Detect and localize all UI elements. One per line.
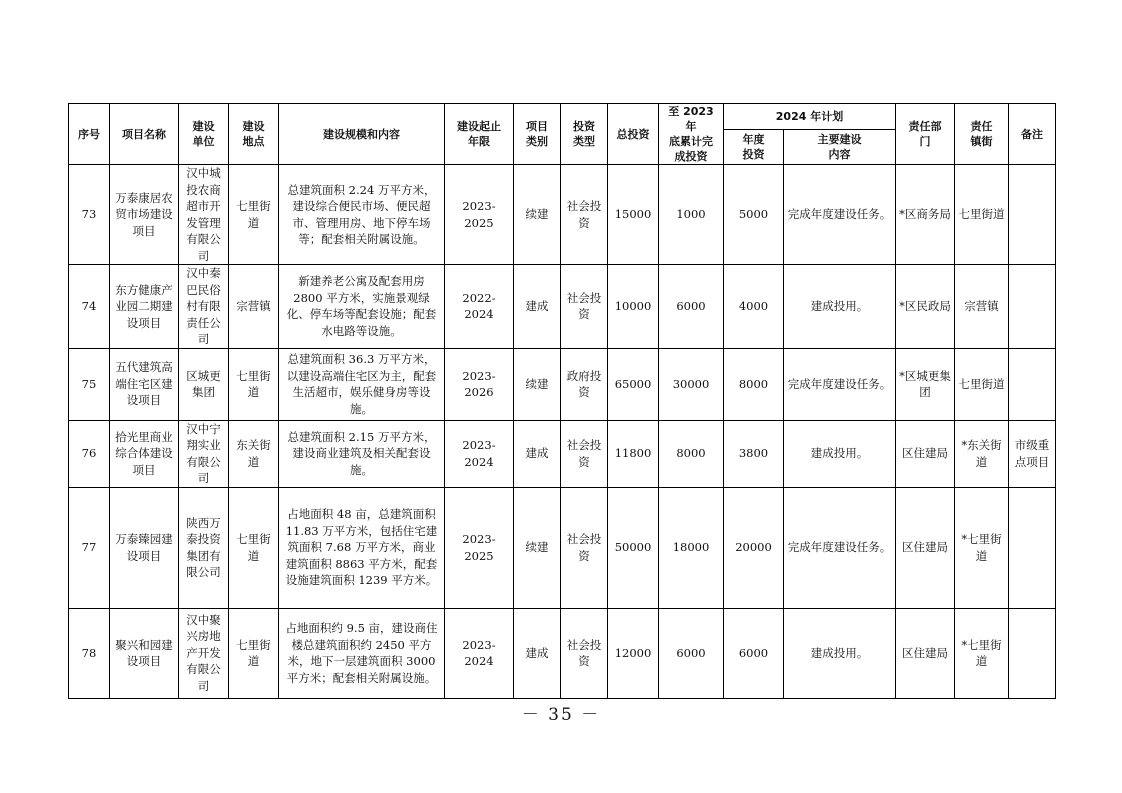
cell-location: 七里街道 [229,487,279,608]
cell-scope: 总建筑面积 2.24 万平方米，建设综合便民市场、便民超市、管理用房、地下停车场等；配套相关附属设施。 [279,165,445,265]
cell-invest-type: 社会投资 [561,420,608,487]
cell-period: 2023-2024 [445,420,514,487]
cell-town: *七里街道 [955,487,1009,608]
cell-location: 七里街道 [229,608,279,698]
cell-cumulative: 6000 [659,265,724,349]
cell-seq: 76 [69,420,110,487]
cell-main-content: 完成年度建设任务。 [784,165,896,265]
cell-unit: 区城更集团 [179,348,229,420]
cell-main-content: 建成投用。 [784,608,896,698]
cell-seq: 75 [69,348,110,420]
header-annual: 年度 投资 [724,129,784,164]
cell-remark [1009,348,1056,420]
cell-unit: 汉中聚兴房地产开发有限公司 [179,608,229,698]
cell-unit: 汉中秦巴民俗村有限责任公司 [179,265,229,349]
cell-unit: 汉中宁翔实业有限公司 [179,420,229,487]
header-unit: 建设 单位 [179,104,229,165]
cell-invest-type: 社会投资 [561,487,608,608]
cell-invest-type: 社会投资 [561,265,608,349]
table-row [69,165,1056,265]
header-plan-2024: 2024 年计划 [724,104,896,130]
page-number: － 35 － [521,705,601,725]
cell-name: 东方健康产业园二期建设项目 [110,265,179,349]
cell-dept: 区住建局 [896,420,955,487]
cell-annual: 6000 [724,608,784,698]
cell-scope: 占地面积 48 亩，总建筑面积 11.83 万平方米，包括住宅建筑面积 7.68 万平方米，商业建筑面积 8863 平方米，配套设施建筑面积 1239 平方米。 [279,487,445,608]
table-row [69,265,1056,349]
cell-cumulative: 1000 [659,165,724,265]
table-row [69,420,1056,487]
cell-category: 建成 [514,608,561,698]
header-invest-type: 投资 类型 [561,104,608,165]
cell-name: 拾光里商业综合体建设项目 [110,420,179,487]
header-town: 责任 镇街 [955,104,1009,165]
cell-annual: 3800 [724,420,784,487]
cell-invest-type: 政府投资 [561,348,608,420]
table-row [69,348,1056,420]
cell-remark: 市级重点项目 [1009,420,1056,487]
header-seq: 序号 [69,104,110,165]
cell-period: 2023-2025 [445,165,514,265]
cell-category: 续建 [514,348,561,420]
cell-category: 续建 [514,165,561,265]
cell-total: 11800 [608,420,659,487]
cell-invest-type: 社会投资 [561,165,608,265]
cell-dept: *区城更集团 [896,348,955,420]
header-location: 建设 地点 [229,104,279,165]
header-main-content: 主要建设 内容 [784,129,896,164]
cell-dept: *区民政局 [896,265,955,349]
cell-annual: 4000 [724,265,784,349]
cell-total: 50000 [608,487,659,608]
cell-remark [1009,265,1056,349]
cell-dept: 区住建局 [896,487,955,608]
cell-dept: 区住建局 [896,608,955,698]
cell-period: 2022-2024 [445,265,514,349]
cell-total: 12000 [608,608,659,698]
cell-period: 2023-2024 [445,608,514,698]
cell-scope: 占地面积约 9.5 亩，建设商住楼总建筑面积约 2450 平方米，地下一层建筑面积 3000 平方米；配套相关附属设施。 [279,608,445,698]
header-total: 总投资 [608,104,659,165]
header-category: 项目 类别 [514,104,561,165]
cell-total: 10000 [608,265,659,349]
header-row-1 [69,104,1056,130]
header-cumulative: 至 2023 年 底累计完 成投资 [659,104,724,165]
cell-total: 15000 [608,165,659,265]
cell-dept: *区商务局 [896,165,955,265]
cell-invest-type: 社会投资 [561,608,608,698]
cell-main-content: 完成年度建设任务。 [784,348,896,420]
cell-total: 65000 [608,348,659,420]
cell-name: 聚兴和园建设项目 [110,608,179,698]
cell-cumulative: 6000 [659,608,724,698]
cell-seq: 74 [69,265,110,349]
cell-category: 建成 [514,265,561,349]
cell-town: 宗营镇 [955,265,1009,349]
cell-scope: 新建养老公寓及配套用房 2800 平方米，实施景观绿化、停车场等配套设施；配套水电路等设施。 [279,265,445,349]
cell-remark [1009,487,1056,608]
cell-category: 建成 [514,420,561,487]
cell-town: *七里街道 [955,608,1009,698]
cell-period: 2023-2026 [445,348,514,420]
header-remark: 备注 [1009,104,1056,165]
header-dept: 责任部 门 [896,104,955,165]
cell-location: 宗营镇 [229,265,279,349]
cell-period: 2023-2025 [445,487,514,608]
cell-remark [1009,165,1056,265]
cell-annual: 8000 [724,348,784,420]
project-table [68,103,1056,699]
cell-town: *东关街道 [955,420,1009,487]
cell-unit: 陕西万泰投资集团有限公司 [179,487,229,608]
table-row [69,608,1056,698]
cell-location: 七里街道 [229,348,279,420]
cell-main-content: 建成投用。 [784,265,896,349]
header-name: 项目名称 [110,104,179,165]
cell-main-content: 建成投用。 [784,420,896,487]
cell-town: 七里街道 [955,165,1009,265]
cell-location: 七里街道 [229,165,279,265]
cell-annual: 5000 [724,165,784,265]
cell-name: 万泰臻园建设项目 [110,487,179,608]
cell-remark [1009,608,1056,698]
cell-seq: 73 [69,165,110,265]
cell-annual: 20000 [724,487,784,608]
cell-seq: 77 [69,487,110,608]
cell-town: 七里街道 [955,348,1009,420]
header-scope: 建设规模和内容 [279,104,445,165]
cell-scope: 总建筑面积 2.15 万平方米，建设商业建筑及相关配套设施。 [279,420,445,487]
cell-scope: 总建筑面积 36.3 万平方米，以建设高端住宅区为主，配套生活超市，娱乐健身房等设施。 [279,348,445,420]
cell-name: 万泰康居农贸市场建设项目 [110,165,179,265]
cell-cumulative: 30000 [659,348,724,420]
header-period: 建设起止 年限 [445,104,514,165]
cell-seq: 78 [69,608,110,698]
cell-name: 五代建筑高端住宅区建设项目 [110,348,179,420]
cell-category: 续建 [514,487,561,608]
cell-cumulative: 8000 [659,420,724,487]
cell-cumulative: 18000 [659,487,724,608]
cell-location: 东关街道 [229,420,279,487]
cell-unit: 汉中城投农商超市开发管理有限公司 [179,165,229,265]
table-row [69,487,1056,608]
cell-main-content: 完成年度建设任务。 [784,487,896,608]
